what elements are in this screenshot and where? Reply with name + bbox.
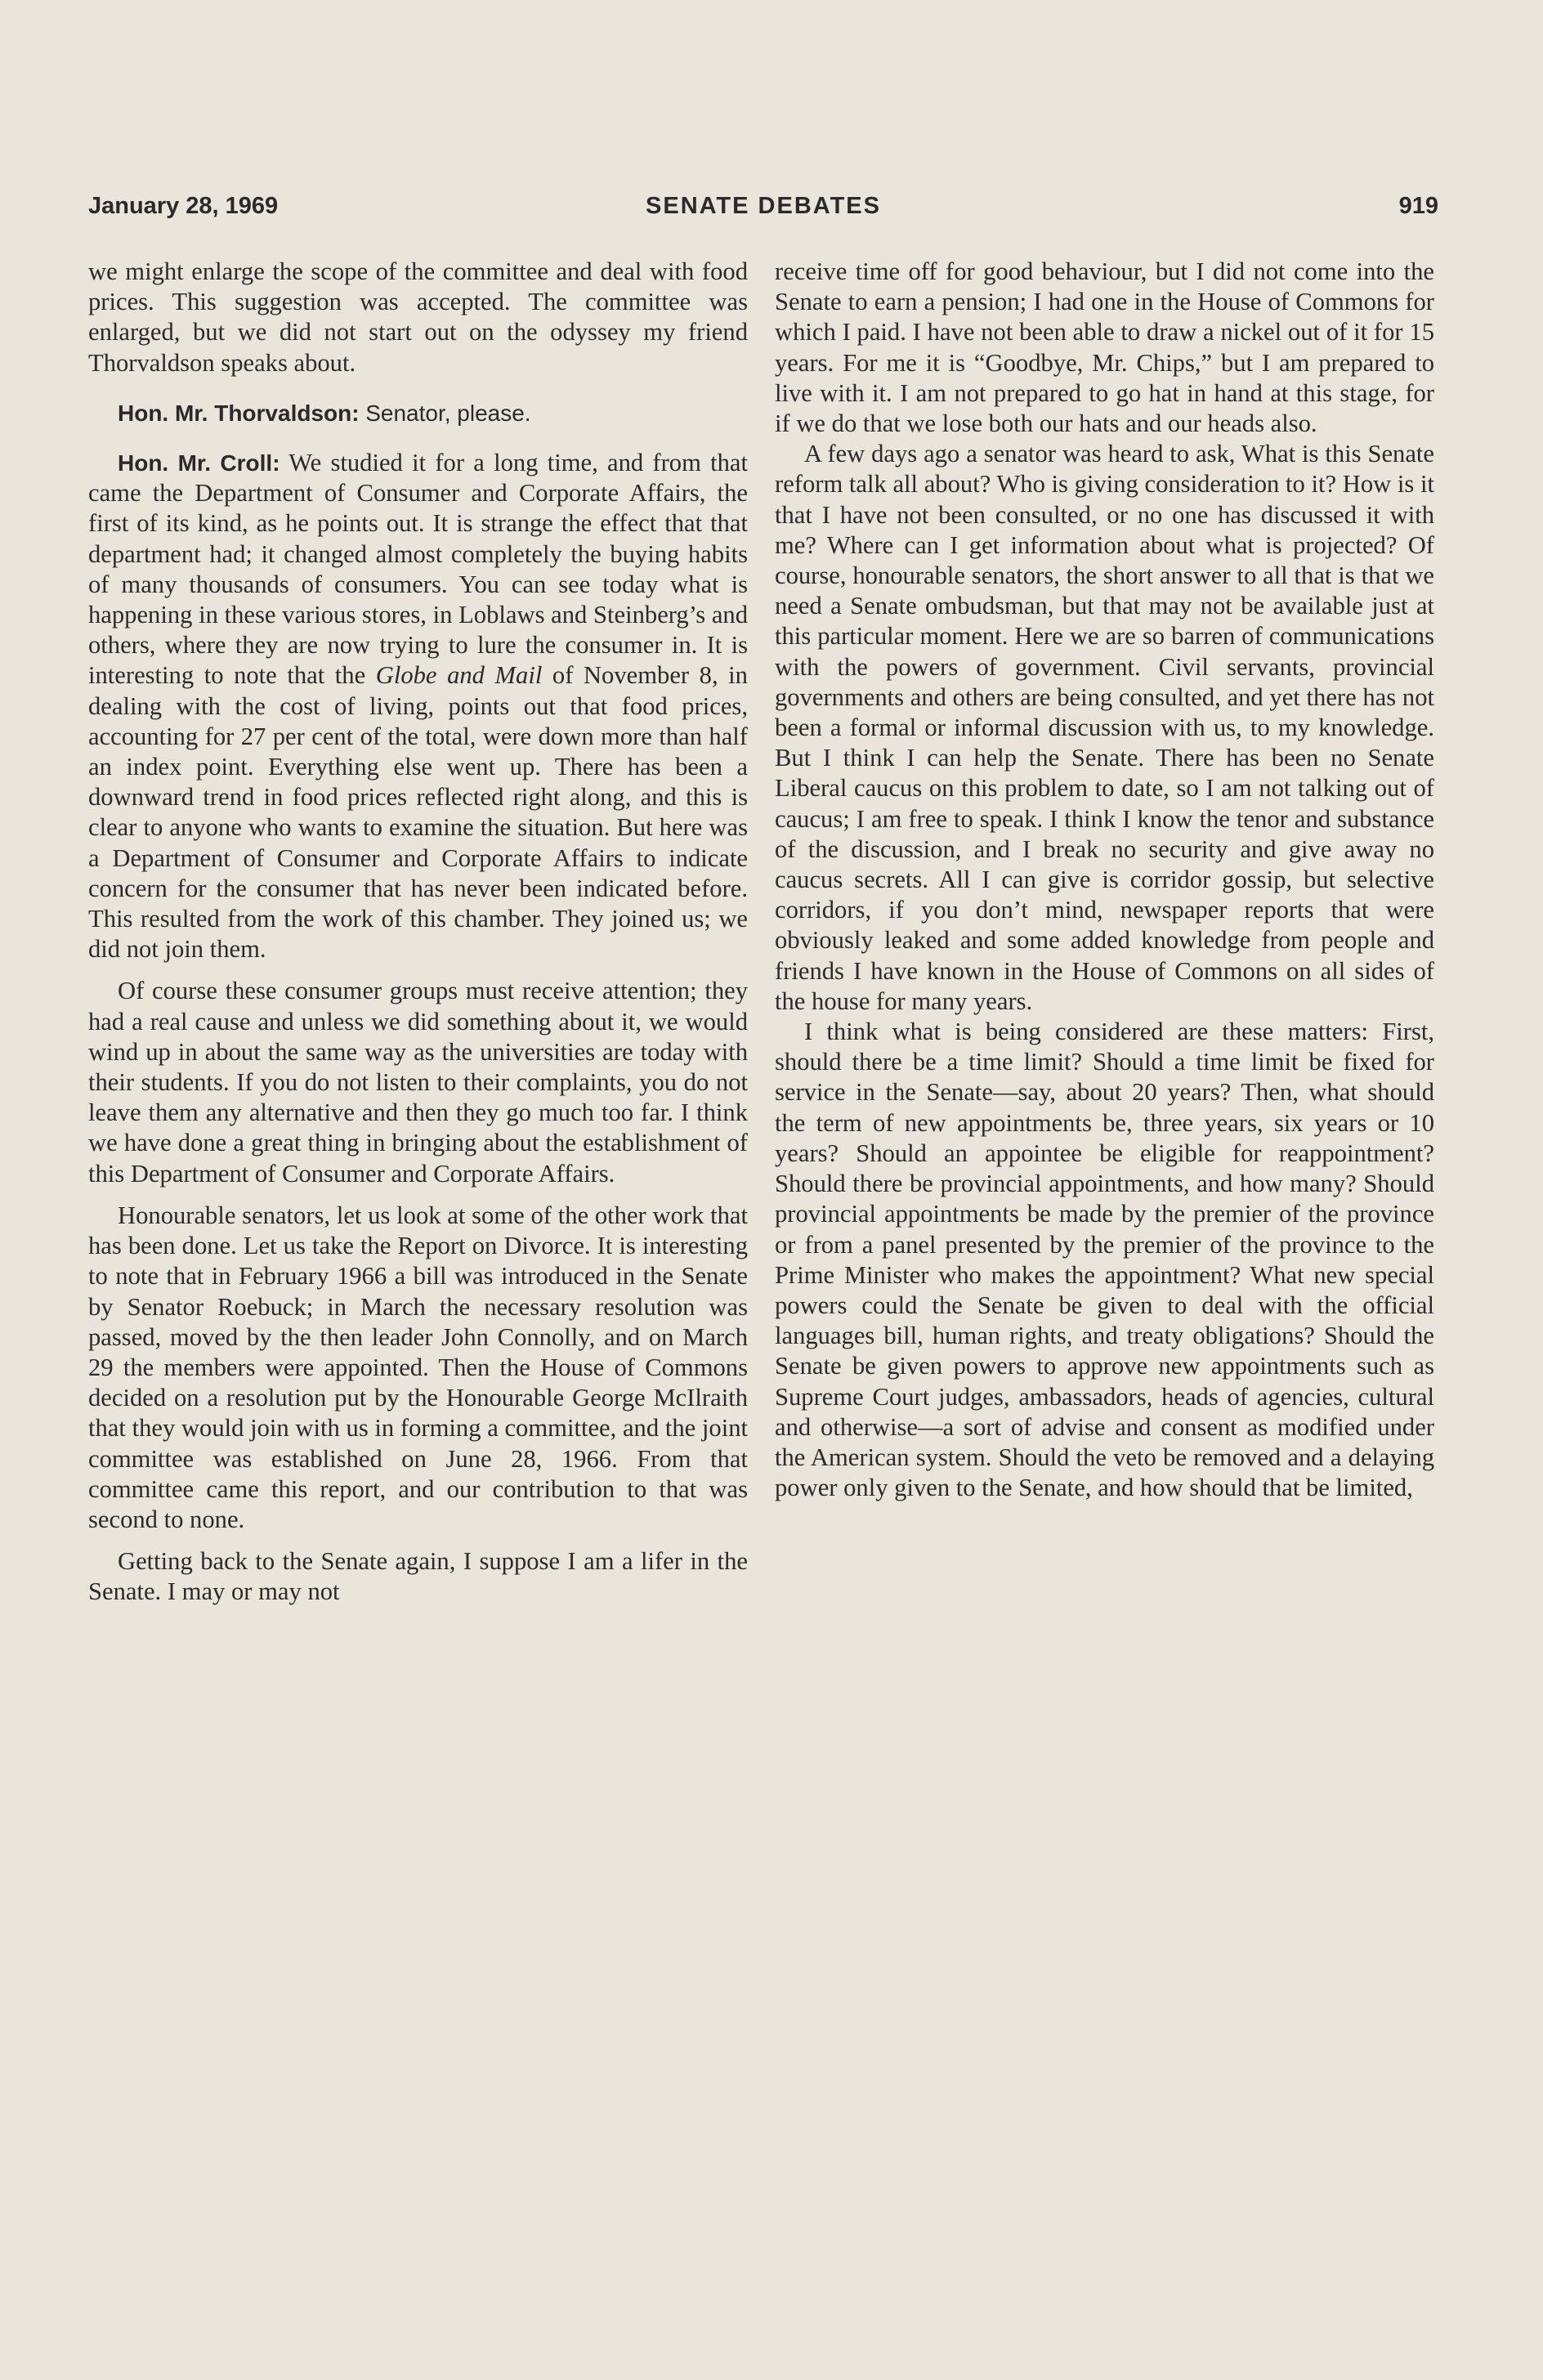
page-number: 919 <box>1398 193 1438 219</box>
paragraph: Of course these consumer groups must receive attention; they had a real cause and unless we did something about it, we would wind up in about the same way as the universities are today with their students. If you do not listen to their complaints, you do not leave them any alternative and then they go much too far. I think we have done a great thing in bringing about the establishment of this Department of Consumer and Corporate Affairs. <box>88 977 748 1188</box>
paragraph: A few days ago a senator was heard to ask, What is this Senate reform talk all about? Who is giving consideration to it? How is it that I have not been consulted, or no one has discussed it with me? Where can I get information about what is projected? Of course, honourable senators, the short answer to all that is that we need a Senate ombudsman, but that may not be available just at this particular moment. Here we are so barren of communications with the powers of government. Civil servants, provincial governments and others are being consulted, and yet there has not been a formal or informal discussion with us, to my knowledge. But I think I can help the Senate. There has been no Senate Liberal caucus on this problem to date, so I am not talking out of caucus; I am free to speak. I think I know the tenor and substance of the discussion, and I break no security and give away no caucus secrets. All I can give is corridor gossip, but selective corridors, if you don’t mind, newspaper reports that were obviously leaked and some added knowledge from people and friends I have known in the House of Commons on all sides of the house for many years. <box>775 440 1434 1015</box>
paragraph: Honourable senators, let us look at some of the other work that has been done. Let us take the Report on Divorce. It is interesting to note that in February 1966 a bill was introduced in the Senate by Senator Roebuck; in March the necessary resolution was passed, moved by the then leader John Connolly, and on March 29 the members were appointed. Then the House of Commons decided on a resolution put by the Honourable George McIlraith that they would join with us in forming a committee, and the joint committee was established on June 28, 1966. From that committee came this report, and our contribution to that was second to none. <box>88 1201 748 1533</box>
right-column <box>775 257 1434 1503</box>
publication-title: Globe and Mail <box>375 661 543 690</box>
header-date: January 28, 1969 <box>88 193 279 219</box>
header-title: SENATE DEBATES <box>646 193 881 219</box>
speech-text: We studied it for a long time, and from that came the Department of Consumer and Corporate Affairs, the first of its kind, as he points out. It is strange the effect that that department had; it changed almost completely the buying habits of many thousands of consumers. You can see today what is happening in these various stores, in Loblaws and Steinberg’s and others, where they are now trying to lure the consumer in. It is interesting to note that the <box>88 449 749 690</box>
paragraph: Getting back to the Senate again, I suppose I am a lifer in the Senate. I may or may not <box>88 1547 748 1606</box>
page-header <box>88 193 1438 226</box>
paragraph: we might enlarge the scope of the committee and deal with food prices. This suggestion was accepted. The committee was enlarged, but we did not start out on the odyssey my friend Thorvaldson speaks about. <box>88 257 748 377</box>
speech-croll <box>88 448 748 964</box>
speech-text: Senator, please. <box>365 400 531 426</box>
paragraph: I think what is being considered are these matters: First, should there be a time limit? Should a time limit be fixed for service in the Senate—say, about 20 years? Then, what should the term of new appointments be, three years, six years or 10 years? Should an appointee be eligible for reappointment? Should there be provincial appointments, and how many? Should provincial appointments be made by the premier of the province or from a panel presented by the premier of the province to the Prime Minister who makes the appointment? What new special powers could the Senate be given to deal with the official languages bill, human rights, and treaty obligations? Should the Senate be given powers to approve new appointments such as Supreme Court judges, ambassadors, heads of agencies, cultural and otherwise—a sort of advise and consent as modified under the American system. Should the veto be removed and a delaying power only given to the Senate, and how should that be limited, <box>775 1018 1434 1502</box>
speech-thorvaldson <box>88 398 748 428</box>
speaker-name: Hon. Mr. Thorvaldson: <box>118 400 360 426</box>
speaker-name: Hon. Mr. Croll: <box>118 450 280 476</box>
speech-text: of November 8, in dealing with the cost of living, points out that food prices, accounting for 27 per cent of the total, were down more than half an index point. Everything else went up. There has been a downward trend in food prices reflected right along, and this is clear to anyone who wants to examine the situation. But here was a Department of Consumer and Corporate Affairs to indicate concern for the consumer that has never been indicated before. This resulted from the work of this chamber. They joined us; we did not join them. <box>88 661 748 964</box>
paragraph: receive time off for good behaviour, but I did not come into the Senate to earn a pension; I had one in the House of Commons for which I paid. I have not been able to draw a nickel out of it for 15 years. For me it is “Goodbye, Mr. Chips,” but I am prepared to live with it. I am not prepared to go hat in hand at this stage, for if we do that we lose both our hats and our heads also. <box>775 257 1434 438</box>
left-column <box>88 257 748 1608</box>
